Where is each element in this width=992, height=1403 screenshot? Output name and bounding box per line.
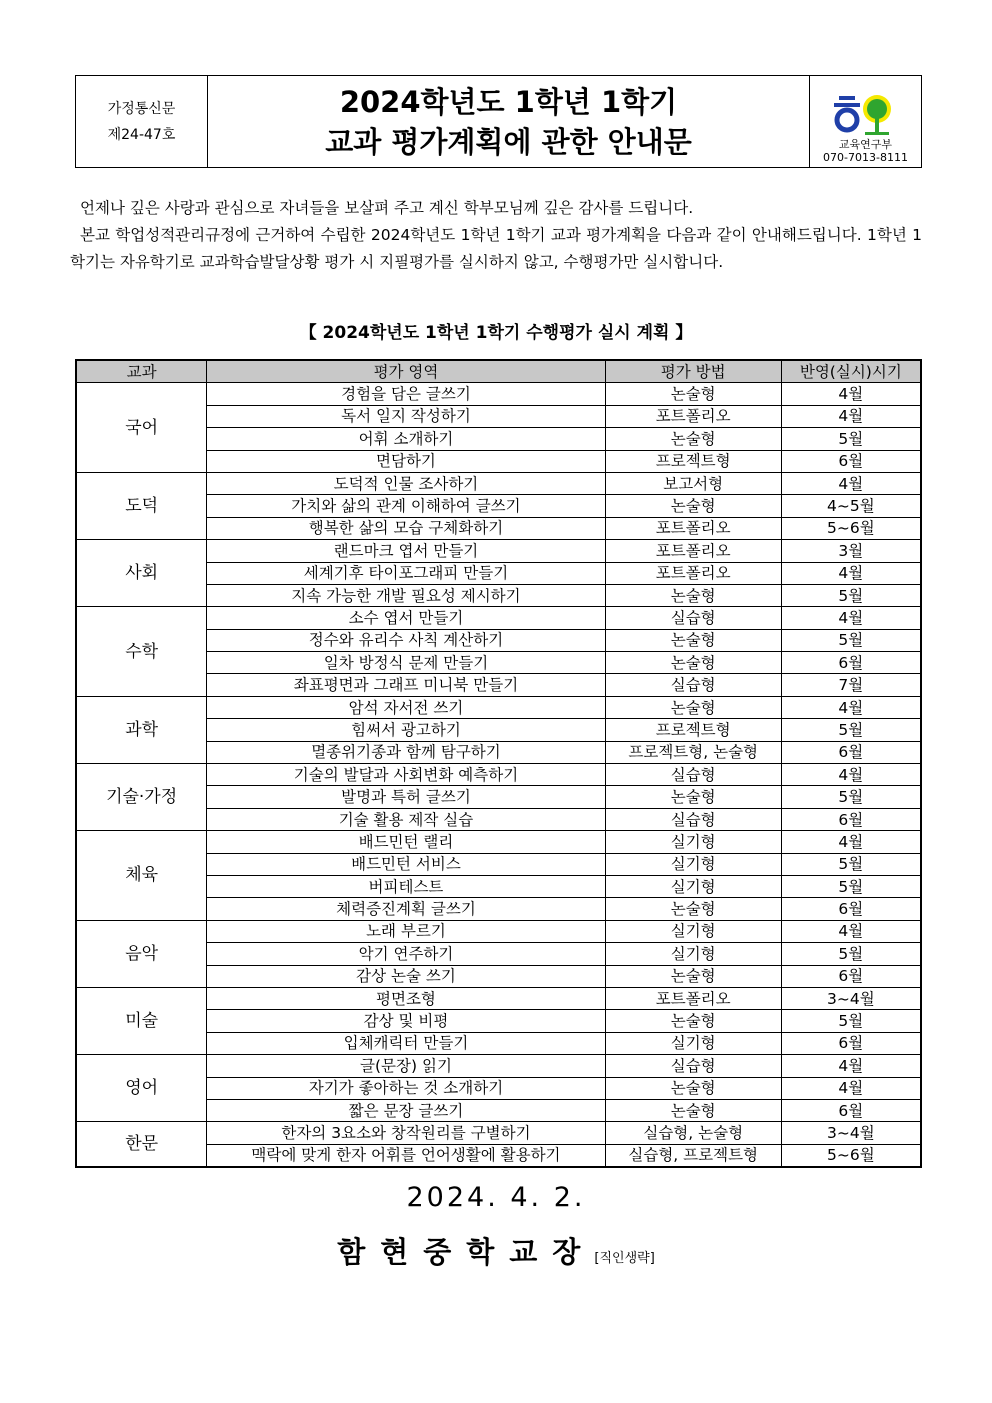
timing-cell: 5월 (781, 629, 921, 651)
table-title: 【 2024학년도 1학년 1학기 수행평가 실시 계획 】 (299, 323, 693, 343)
area-cell: 지속 가능한 개발 필요성 제시하기 (207, 584, 605, 606)
intro-paragraph-2: 본교 학업성적관리규정에 근거하여 수립한 2024학년도 1학년 1학기 교과 평가계획을 다음과 같이 안내해드립니다. 1학년 1학기는 자유학기로 교과학습발달상황 평가 시 지필평가를 실시하지 않고, 수행평가만 실시합니다. (70, 226, 922, 271)
area-cell: 한자의 3요소와 창작원리를 구별하기 (207, 1122, 605, 1144)
timing-cell: 4월 (781, 1055, 921, 1077)
table-row (76, 1122, 921, 1144)
area-cell: 발명과 특허 글쓰기 (207, 786, 605, 808)
area-cell: 감상 및 비평 (207, 1010, 605, 1032)
intro-text (70, 195, 922, 276)
method-cell: 프로젝트형 (605, 719, 781, 741)
school-logo-icon (831, 94, 901, 136)
timing-cell: 5월 (781, 428, 921, 450)
timing-cell: 4월 (781, 405, 921, 427)
subject-cell: 국어 (76, 383, 207, 473)
area-cell: 감상 논술 쓰기 (207, 965, 605, 987)
subject-cell: 미술 (76, 987, 207, 1054)
area-cell: 자기가 좋아하는 것 소개하기 (207, 1077, 605, 1099)
method-cell: 논술형 (605, 383, 781, 405)
table-row (76, 920, 921, 942)
timing-cell: 5월 (781, 786, 921, 808)
area-cell: 어휘 소개하기 (207, 428, 605, 450)
area-cell: 멸종위기종과 함께 탐구하기 (207, 741, 605, 763)
method-cell: 프로젝트형 (605, 450, 781, 472)
title-line-2: 교과 평가계획에 관한 안내문 (325, 124, 692, 159)
method-cell: 포트폴리오 (605, 540, 781, 562)
area-cell: 정수와 유리수 사칙 계산하기 (207, 629, 605, 651)
timing-cell: 4월 (781, 764, 921, 786)
area-cell: 경험을 담은 글쓰기 (207, 383, 605, 405)
subject-cell: 영어 (76, 1055, 207, 1122)
method-cell: 논술형 (605, 898, 781, 920)
area-cell: 힘써서 광고하기 (207, 719, 605, 741)
method-cell: 실기형 (605, 943, 781, 965)
table-row (76, 472, 921, 494)
timing-cell: 6월 (781, 1032, 921, 1054)
table-row (76, 540, 921, 562)
notice-type: 가정통신문 (107, 100, 176, 117)
area-cell: 독서 일지 작성하기 (207, 405, 605, 427)
subject-cell: 수학 (76, 607, 207, 697)
table-row (76, 831, 921, 853)
area-cell: 평면조형 (207, 987, 605, 1009)
department-name: 교육연구부 (838, 138, 893, 151)
method-cell: 논술형 (605, 428, 781, 450)
method-cell: 실기형 (605, 920, 781, 942)
area-cell: 면담하기 (207, 450, 605, 472)
timing-cell: 3월 (781, 540, 921, 562)
area-cell: 기술 활용 제작 실습 (207, 808, 605, 830)
timing-cell: 5월 (781, 875, 921, 897)
header-timing: 반영(실시)시기 (781, 360, 921, 383)
area-cell: 맥락에 맞게 한자 어휘를 언어생활에 활용하기 (207, 1144, 605, 1167)
table-row (76, 987, 921, 1009)
table-row (76, 1055, 921, 1077)
method-cell: 실습형 (605, 607, 781, 629)
method-cell: 논술형 (605, 1010, 781, 1032)
area-cell: 글(문장) 읽기 (207, 1055, 605, 1077)
method-cell: 논술형 (605, 1099, 781, 1121)
timing-cell: 4월 (781, 607, 921, 629)
timing-cell: 5~6월 (781, 1144, 921, 1167)
table-row (76, 607, 921, 629)
timing-cell: 4~5월 (781, 495, 921, 517)
document-header (75, 75, 922, 168)
area-cell: 체력증진계획 글쓰기 (207, 898, 605, 920)
area-cell: 도덕적 인물 조사하기 (207, 472, 605, 494)
signature-line (0, 1230, 992, 1271)
department-phone: 070-7013-8111 (823, 151, 908, 164)
method-cell: 논술형 (605, 652, 781, 674)
seal-note: [직인생략] (594, 1251, 655, 1266)
area-cell: 가치와 삶의 관계 이해하여 글쓰기 (207, 495, 605, 517)
timing-cell: 4월 (781, 831, 921, 853)
notice-number: 제24-47호 (107, 126, 176, 143)
subject-cell: 기술·가정 (76, 764, 207, 831)
timing-cell: 3~4월 (781, 987, 921, 1009)
table-row (76, 383, 921, 405)
subject-cell: 한문 (76, 1122, 207, 1167)
method-cell: 논술형 (605, 629, 781, 651)
method-cell: 포트폴리오 (605, 562, 781, 584)
table-body (76, 383, 921, 1167)
assessment-plan-table (75, 359, 922, 1168)
timing-cell: 3~4월 (781, 1122, 921, 1144)
area-cell: 버피테스트 (207, 875, 605, 897)
method-cell: 보고서형 (605, 472, 781, 494)
method-cell: 실기형 (605, 1032, 781, 1054)
area-cell: 좌표평면과 그래프 미니북 만들기 (207, 674, 605, 696)
timing-cell: 6월 (781, 898, 921, 920)
header-method: 평가 방법 (605, 360, 781, 383)
timing-cell: 5~6월 (781, 517, 921, 539)
area-cell: 배드민턴 랠리 (207, 831, 605, 853)
timing-cell: 5월 (781, 853, 921, 875)
intro-paragraph-1: 언제나 깊은 사랑과 관심으로 자녀들을 보살펴 주고 계신 학부모님께 깊은 감사를 드립니다. (80, 199, 694, 217)
method-cell: 논술형 (605, 965, 781, 987)
timing-cell: 6월 (781, 808, 921, 830)
timing-cell: 6월 (781, 965, 921, 987)
timing-cell: 4월 (781, 696, 921, 718)
method-cell: 논술형 (605, 1077, 781, 1099)
timing-cell: 4월 (781, 472, 921, 494)
area-cell: 소수 엽서 만들기 (207, 607, 605, 629)
method-cell: 포트폴리오 (605, 987, 781, 1009)
area-cell: 입체캐릭터 만들기 (207, 1032, 605, 1054)
area-cell: 기술의 발달과 사회변화 예측하기 (207, 764, 605, 786)
table-header-row (76, 360, 921, 383)
area-cell: 암석 자서전 쓰기 (207, 696, 605, 718)
timing-cell: 5월 (781, 1010, 921, 1032)
timing-cell: 6월 (781, 652, 921, 674)
timing-cell: 6월 (781, 1099, 921, 1121)
principal-name: 함현중학교장 (337, 1235, 596, 1269)
timing-cell: 6월 (781, 450, 921, 472)
document-title (208, 76, 809, 167)
timing-cell: 4월 (781, 383, 921, 405)
method-cell: 포트폴리오 (605, 405, 781, 427)
area-cell: 일차 방정식 문제 만들기 (207, 652, 605, 674)
timing-cell: 5월 (781, 584, 921, 606)
method-cell: 논술형 (605, 495, 781, 517)
subject-cell: 체육 (76, 831, 207, 921)
method-cell: 논술형 (605, 696, 781, 718)
area-cell: 노래 부르기 (207, 920, 605, 942)
header-area: 평가 영역 (207, 360, 605, 383)
method-cell: 실습형 (605, 808, 781, 830)
method-cell: 실습형 (605, 764, 781, 786)
timing-cell: 4월 (781, 1077, 921, 1099)
method-cell: 논술형 (605, 584, 781, 606)
subject-cell: 음악 (76, 920, 207, 987)
header-subject: 교과 (76, 360, 207, 383)
method-cell: 실습형 (605, 674, 781, 696)
method-cell: 실습형 (605, 1055, 781, 1077)
area-cell: 세계기후 타이포그래피 만들기 (207, 562, 605, 584)
subject-cell: 도덕 (76, 472, 207, 539)
area-cell: 악기 연주하기 (207, 943, 605, 965)
subject-cell: 사회 (76, 540, 207, 607)
school-logo-box (809, 76, 921, 167)
method-cell: 실기형 (605, 831, 781, 853)
timing-cell: 4월 (781, 920, 921, 942)
notice-number-box (76, 76, 208, 167)
method-cell: 프로젝트형, 논술형 (605, 741, 781, 763)
method-cell: 실습형, 프로젝트형 (605, 1144, 781, 1167)
method-cell: 실기형 (605, 853, 781, 875)
table-row (76, 696, 921, 718)
timing-cell: 5월 (781, 943, 921, 965)
timing-cell: 5월 (781, 719, 921, 741)
document-date: 2024. 4. 2. (406, 1182, 586, 1213)
subject-cell: 과학 (76, 696, 207, 763)
timing-cell: 7월 (781, 674, 921, 696)
title-line-1: 2024학년도 1학년 1학기 (339, 84, 678, 119)
area-cell: 랜드마크 엽서 만들기 (207, 540, 605, 562)
timing-cell: 4월 (781, 562, 921, 584)
method-cell: 실기형 (605, 875, 781, 897)
area-cell: 행복한 삶의 모습 구체화하기 (207, 517, 605, 539)
table-row (76, 764, 921, 786)
method-cell: 실습형, 논술형 (605, 1122, 781, 1144)
method-cell: 포트폴리오 (605, 517, 781, 539)
area-cell: 짧은 문장 글쓰기 (207, 1099, 605, 1121)
timing-cell: 6월 (781, 741, 921, 763)
area-cell: 배드민턴 서비스 (207, 853, 605, 875)
method-cell: 논술형 (605, 786, 781, 808)
